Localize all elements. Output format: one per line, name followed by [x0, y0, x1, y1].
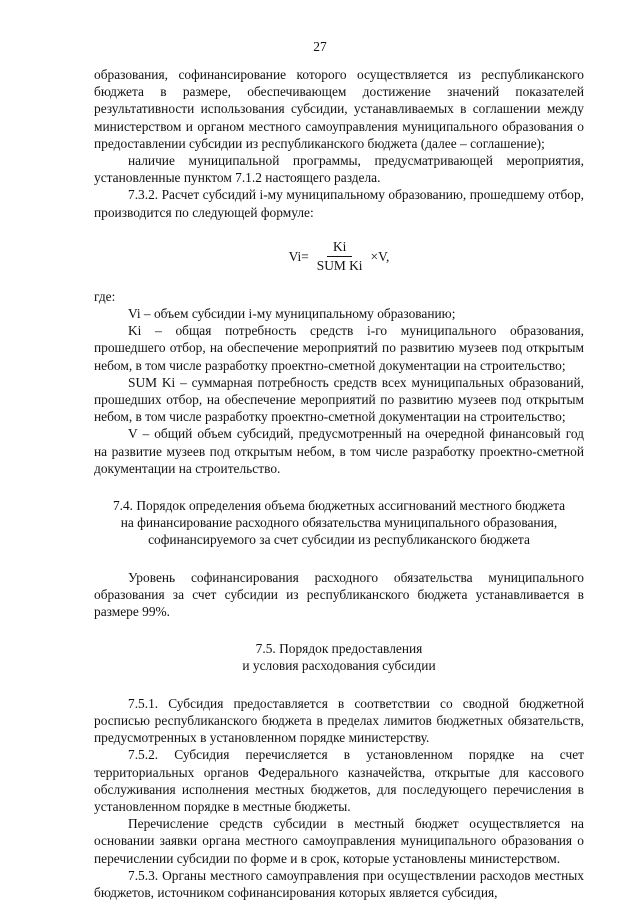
text-column [94, 66, 584, 901]
section-7-5-heading-line2: и условия расходования субсидии [242, 658, 436, 674]
formula-fraction [311, 239, 369, 274]
definitions-where: где: [94, 288, 116, 304]
page-number: 27 [313, 39, 327, 54]
formula-numerator: Ki [327, 239, 352, 257]
definition-ki: Ki – общая потребность средств i-го муниципального образования, прошедшего отбор, на обеспечение мероприятий по развитию музеев под открытым небом, в том числе разработку проектно-сметной документации на строительство; [94, 323, 584, 373]
paragraph-7-3-2: 7.3.2. Расчет субсидий i-му муниципальному образованию, прошедшему отбор, производится по следующей формуле: [94, 187, 584, 220]
paragraph-7-5-1: 7.5.1. Субсидия предоставляется в соответствии со сводной бюджетной росписью республиканского бюджета в пределах лимитов бюджетных обязательств, предусмотренных в установленном порядке министерству. [94, 695, 584, 746]
paragraph-7-5-3: 7.5.3. Органы местного самоуправления при осуществлении расходов местных бюджетов, источником софинансирования которых является субсидия, [94, 867, 584, 900]
subsidy-formula [94, 239, 584, 274]
section-7-4-heading-line1: 7.4. Порядок определения объема бюджетных ассигнований местного бюджета [112, 498, 566, 514]
definition-sum-ki: SUM Ki – суммарная потребность средств всех муниципальных образований, прошедших отбор, на обеспечение мероприятий по развитию музеев под открытым небом, в том числе разработку проектно-сметной документации на строительство; [94, 374, 584, 425]
section-7-5-heading-line1: 7.5. Порядок предоставления [255, 641, 423, 657]
paragraph-cofinancing-level: Уровень софинансирования расходного обязательства муниципального образования за счет субсидии из республиканского бюджета устанавливается в размере 99%. [94, 569, 584, 620]
section-7-4-heading-line3: софинансируемого за счет субсидии из республиканского бюджета [148, 532, 530, 548]
paragraph-transfer: Перечисление средств субсидии в местный бюджет осуществляется на основании заявки органа местного самоуправления муниципального образования о перечислении субсидии по форме и в срок, которые установлены министерством. [94, 816, 584, 866]
paragraph-program: наличие муниципальной программы, предусматривающей мероприятия, установленные пунктом 7.1.2 настоящего раздела. [94, 153, 584, 186]
formula-lhs: Vi= [288, 248, 309, 264]
formula-denominator: SUM Ki [316, 257, 363, 273]
formula-rhs: ×V, [370, 248, 390, 264]
paragraph-continuation: образования, софинансирование которого осуществляется из республиканского бюджета в размере, обеспечивающем достижение значений показателей результативности использования субсидии, устанавливаемых в соглашении между министерством и органом местного самоуправления муниципального образования о предоставлении субсидии из республиканского бюджета (далее – соглашение); [94, 67, 584, 151]
paragraph-7-5-2: 7.5.2. Субсидия перечисляется в установленном порядке на счет территориальных органов Федерального казначейства, открытые для кассового обслуживания исполнения местных бюджетов, для последующего перечисления в установленном порядке в местные бюджеты. [94, 747, 584, 814]
section-7-4-heading-line2: на финансирование расходного обязательства муниципального образования, [120, 515, 558, 531]
definition-v: V – общий объем субсидий, предусмотренный на очередной финансовый год на развитие музеев под открытым небом, в том числе разработку проектно-сметной документации на строительство. [94, 426, 584, 476]
definition-vi: Vi – объем субсидии i-му муниципальному образованию; [128, 306, 456, 322]
